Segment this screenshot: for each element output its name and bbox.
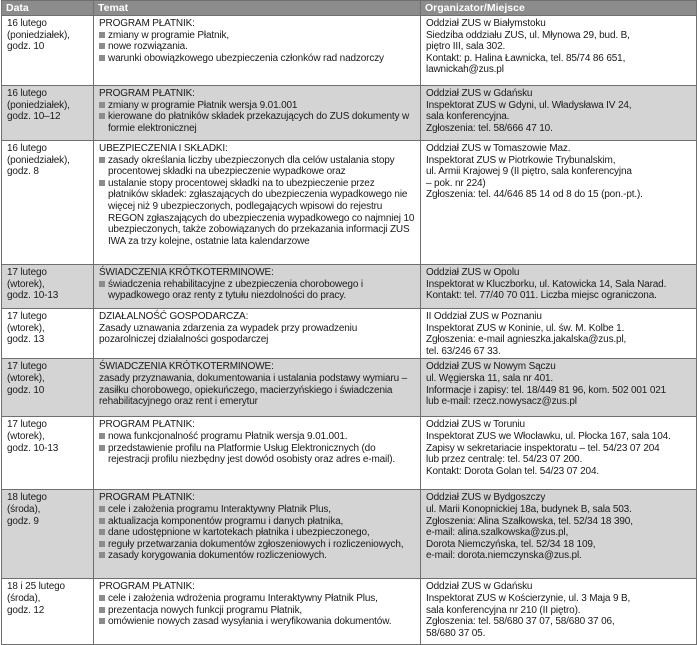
topic-cell xyxy=(94,309,421,359)
square-bullet-icon xyxy=(99,102,105,108)
organizer-line: lub przez centralę: tel. 54/23 07 200. xyxy=(426,454,583,466)
organizer-line: sala konferencyjna. xyxy=(426,111,510,123)
topic-title: ŚWIADCZENIA KRÓTKOTERMINOWE: xyxy=(99,361,274,373)
square-bullet-icon xyxy=(99,32,105,38)
topic-item-text: dane udostępnione w kartotekach płatnika i ubezpieczonego, xyxy=(108,527,370,539)
topic-title: PROGRAM PŁATNIK: xyxy=(99,492,195,504)
square-bullet-icon xyxy=(99,445,105,451)
organizer-line: piętro III, sala 302. xyxy=(426,41,506,53)
square-bullet-icon xyxy=(99,180,105,186)
topic-item-text: zasady korygowania dokumentów rozliczeniowych. xyxy=(108,550,327,562)
date-line: (wtorek), xyxy=(7,278,45,290)
topic-item xyxy=(99,593,416,605)
topic-item xyxy=(99,41,416,53)
header-organizer: Organizator/Miejsce xyxy=(421,1,697,16)
organizer-line: Inspektorat w Kluczborku, ul. Katowicka 14, Sala Narad. xyxy=(426,278,667,290)
topic-item-text: zmiany w programie Płatnik, xyxy=(108,29,229,41)
square-bullet-icon xyxy=(99,281,105,287)
date-cell xyxy=(2,16,94,86)
date-cell xyxy=(2,490,94,579)
topic-description: Zasady uznawania zdarzenia za wypadek przy prowadzeniu pozarolniczej działalności gospodarczej xyxy=(99,322,358,346)
square-bullet-icon xyxy=(99,113,105,119)
table-row xyxy=(2,417,697,490)
organizer-line: 58/680 37 05. xyxy=(426,627,486,639)
organizer-line: Kontakt: p. Halina Ławnicka, tel. 85/74 86 651, xyxy=(426,52,626,64)
topic-item xyxy=(99,527,416,539)
organizer-line: Inspektorat ZUS w Piotrkowie Trybunalskim, xyxy=(426,154,616,166)
organizer-line: – pok. nr 224) xyxy=(426,177,486,189)
topic-title: PROGRAM PŁATNIK: xyxy=(99,581,195,593)
square-bullet-icon xyxy=(99,541,105,547)
date-line: godz. 12 xyxy=(7,604,45,616)
date-line: godz. 13 xyxy=(7,334,45,346)
organizer-line: lawnickah@zus.pl xyxy=(426,64,504,76)
date-line: godz. 10 xyxy=(7,384,45,396)
organizer-line: Oddział ZUS w Gdańsku xyxy=(426,581,533,593)
date-line: 18 i 25 lutego xyxy=(7,581,65,593)
square-bullet-icon xyxy=(99,595,105,601)
topic-item xyxy=(99,431,416,443)
topic-cell xyxy=(94,490,421,579)
organizer-cell xyxy=(421,309,697,359)
topic-cell xyxy=(94,417,421,490)
table-row xyxy=(2,16,697,86)
organizer-cell xyxy=(421,86,697,141)
organizer-cell xyxy=(421,359,697,417)
topic-title: DZIAŁALNOŚĆ GOSPODARCZA: xyxy=(99,311,249,322)
organizer-cell xyxy=(421,141,697,265)
date-line: (wtorek), xyxy=(7,430,45,442)
organizer-line: Kontakt: Dorota Golan tel. 54/23 07 204. xyxy=(426,465,600,477)
square-bullet-icon xyxy=(99,506,105,512)
topic-item-text: cele i założenia wdrożenia programu Interaktywny Płatnik Plus, xyxy=(108,592,378,604)
topic-item-text: cele i założenia programu Interaktywny Płatnik Plus, xyxy=(108,503,331,515)
topic-item-text: ustalanie stopy procentowej składki na to ubezpieczenie przez płatników składek: zgłaszających do ubezpieczenia wypadkowego nie więcej niż 9 ubezpieczonych, podlegających wpisowi do rejestru REGON zgłaszających do ubezpieczenia wypadkowego co najmniej 10 ubezpieczonych, także zobowiązanych do przekazania informacji ZUS IWA za trzy kolejne, ostatnie lata kalendarzowe xyxy=(108,177,415,247)
topic-item xyxy=(99,100,416,112)
topic-item-text: aktualizacja komponentów programu i danych płatnika, xyxy=(108,515,344,527)
header-topic: Temat xyxy=(94,1,421,16)
organizer-line: Zgłoszenia: tel. 44/646 85 14 od 8 do 15 (pon.-pt.). xyxy=(426,189,643,201)
organizer-line: II Oddział ZUS w Poznaniu xyxy=(426,311,542,322)
topic-title: PROGRAM PŁATNIK: xyxy=(99,88,195,99)
table-row xyxy=(2,579,697,645)
topic-item-text: omówienie nowych zasad wysyłania i weryfikowania dokumentów. xyxy=(108,616,392,628)
date-line: (środa), xyxy=(7,503,41,515)
organizer-line: Inspektorat ZUS w Kościerzynie, ul. 3 Maja 9 B, xyxy=(426,592,631,604)
date-line: (poniedziałek), xyxy=(7,154,70,166)
topic-item-text: nowe rozwiązania. xyxy=(108,41,188,53)
topic-item-text: nowa funkcjonalność programu Płatnik wersja 9.01.001. xyxy=(108,430,348,442)
organizer-cell xyxy=(421,417,697,490)
date-line: godz. 10-13 xyxy=(7,290,59,302)
square-bullet-icon xyxy=(99,433,105,439)
organizer-cell xyxy=(421,16,697,86)
topic-item-text: warunki obowiązkowego ubezpieczenia członków rad nadzorczy xyxy=(108,52,384,64)
date-line: godz. 10–12 xyxy=(7,111,61,123)
date-line: 17 lutego xyxy=(7,311,47,322)
topic-item xyxy=(99,155,416,178)
square-bullet-icon xyxy=(99,43,105,49)
square-bullet-icon xyxy=(99,618,105,624)
organizer-line: Siedziba oddziału ZUS, ul. Młynowa 29, bud. B, xyxy=(426,29,630,41)
topic-title: ŚWIADCZENIA KRÓTKOTERMINOWE: xyxy=(99,267,274,278)
organizer-line: e-mail: alina.szalkowska@zus.pl, xyxy=(426,527,569,539)
topic-title: UBEZPIECZENIA I SKŁADKI: xyxy=(99,143,228,154)
organizer-line: ul. Węgierska 11, sala nr 401. xyxy=(426,372,554,384)
square-bullet-icon xyxy=(99,552,105,558)
topic-description: zasady przyznawania, dokumentowania i ustalania podstawy wymiaru – zasiłku chorobowego, opiekuńczego, macierzyńskiego i świadczenia rehabilitacyjnego oraz rent i emerytur xyxy=(99,372,408,408)
organizer-line: Zgłoszenia: Alina Szałkowska, tel. 52/34 18 390, xyxy=(426,515,633,527)
topic-item-text: zmiany w programie Płatnik wersja 9.01.001 xyxy=(108,99,298,111)
topic-cell xyxy=(94,16,421,86)
topic-item-text: prezentacja nowych funkcji programu Płatnik, xyxy=(108,604,303,616)
organizer-line: ul. Armii Krajowej 9 (II piętro, sala konferencyjna xyxy=(426,166,632,178)
organizer-line: Oddział ZUS w Bydgoszczy xyxy=(426,492,546,504)
organizer-line: lub e-mail: rzecz.nowysacz@zus.pl xyxy=(426,396,577,408)
organizer-line: Zapisy w sekretariacie inspektoratu – tel. 54/23 07 204 xyxy=(426,442,660,454)
topic-cell xyxy=(94,141,421,265)
date-line: 17 lutego xyxy=(7,267,47,278)
organizer-line: Inspektorat ZUS w Gdyni, ul. Władysława IV 24, xyxy=(426,99,632,111)
organizer-line: ul. Marii Konopnickiej 18a, budynek B, sala 503. xyxy=(426,503,632,515)
date-line: (poniedziałek), xyxy=(7,99,70,111)
date-line: 16 lutego xyxy=(7,88,47,99)
organizer-line: Kontakt: tel. 77/40 70 011. Liczba miejsc ograniczona. xyxy=(426,290,657,302)
square-bullet-icon xyxy=(99,607,105,613)
topic-item-text: zasady określania liczby ubezpieczonych dla celów ustalania stopy procentowej składki na ubezpieczenie wypadkowe oraz xyxy=(108,154,395,178)
table-row xyxy=(2,490,697,579)
date-line: (wtorek), xyxy=(7,322,45,334)
header-date: Data xyxy=(2,1,94,16)
organizer-line: Oddział ZUS w Białymstoku xyxy=(426,18,546,29)
date-line: 16 lutego xyxy=(7,143,47,154)
date-line: godz. 9 xyxy=(7,515,39,527)
topic-item-text: reguły przetwarzania dokumentów zgłoszeniowych i rozliczeniowych, xyxy=(108,538,404,550)
square-bullet-icon xyxy=(99,55,105,61)
topic-cell xyxy=(94,265,421,309)
organizer-cell xyxy=(421,579,697,645)
organizer-line: Informacje i zapisy: tel. 18/449 81 96, kom. 502 001 021 xyxy=(426,384,667,396)
organizer-cell xyxy=(421,265,697,309)
topic-item xyxy=(99,279,416,302)
date-line: godz. 10-13 xyxy=(7,442,59,454)
organizer-cell xyxy=(421,490,697,579)
table-row xyxy=(2,141,697,265)
organizer-line: Dorota Niemczyńska, tel. 52/34 18 109, xyxy=(426,538,596,550)
topic-cell xyxy=(94,579,421,645)
organizer-line: Oddział ZUS w Tomaszowie Maz. xyxy=(426,143,571,154)
topic-item xyxy=(99,605,416,617)
table-row xyxy=(2,86,697,141)
square-bullet-icon xyxy=(99,157,105,163)
topic-cell xyxy=(94,86,421,141)
topic-item xyxy=(99,616,416,628)
topic-item xyxy=(99,550,416,562)
table-row xyxy=(2,359,697,417)
organizer-line: Oddział ZUS w Opolu xyxy=(426,267,520,278)
organizer-line: Oddział ZUS w Nowym Sączu xyxy=(426,361,556,373)
date-cell xyxy=(2,579,94,645)
topic-item-text: świadczenia rehabilitacyjne z ubezpieczenia chorobowego i wypadkowego oraz renty z tytułu niezdolności do pracy. xyxy=(108,278,363,302)
table-header-row xyxy=(2,1,697,16)
topic-item xyxy=(99,504,416,516)
date-cell xyxy=(2,417,94,490)
organizer-line: Inspektorat ZUS w Koninie, ul. św. M. Kolbe 1. xyxy=(426,322,625,334)
date-line: (wtorek), xyxy=(7,372,45,384)
topic-item-text: kierowane do płatników składek przekazujących do ZUS dokumenty w formie elektronicznej xyxy=(108,111,410,134)
topic-item-text: przedstawienie profilu na Platformie Usług Elektronicznych (do rejestracji profilu niezbędny jest dowód osobisty oraz adres e-mail). xyxy=(108,442,396,466)
topic-item xyxy=(99,178,416,248)
date-cell xyxy=(2,141,94,265)
date-line: 18 lutego xyxy=(7,492,47,504)
topic-cell xyxy=(94,359,421,417)
topic-item xyxy=(99,30,416,42)
topic-item xyxy=(99,111,416,134)
date-line: godz. 8 xyxy=(7,166,39,178)
topic-title: PROGRAM PŁATNIK: xyxy=(99,419,195,431)
topic-item xyxy=(99,53,416,65)
organizer-line: Oddział ZUS w Gdańsku xyxy=(426,88,533,99)
square-bullet-icon xyxy=(99,518,105,524)
organizer-line: e-mail: dorota.niemczynska@zus.pl. xyxy=(426,550,582,562)
topic-item xyxy=(99,516,416,528)
date-line: 16 lutego xyxy=(7,18,47,29)
organizer-line: sala konferencyjna nr 210 (II piętro). xyxy=(426,604,581,616)
date-cell xyxy=(2,265,94,309)
topic-title: PROGRAM PŁATNIK: xyxy=(99,18,195,29)
topic-item xyxy=(99,539,416,551)
date-cell xyxy=(2,359,94,417)
organizer-line: Zgłoszenia: tel. 58/680 37 07, 58/680 37 06, xyxy=(426,616,615,628)
organizer-line: Inspektorat ZUS we Włocławku, ul. Płocka 167, sala 104. xyxy=(426,430,671,442)
date-cell xyxy=(2,86,94,141)
square-bullet-icon xyxy=(99,529,105,535)
organizer-line: Zgłoszenia: tel. 58/666 47 10. xyxy=(426,122,553,134)
table-row xyxy=(2,265,697,309)
date-line: godz. 10 xyxy=(7,41,45,53)
organizer-line: tel. 63/246 67 33. xyxy=(426,345,501,357)
date-line: (środa), xyxy=(7,592,41,604)
date-cell xyxy=(2,309,94,359)
table-row xyxy=(2,309,697,359)
date-line: (poniedziałek), xyxy=(7,29,70,41)
organizer-line: Oddział ZUS w Toruniu xyxy=(426,419,525,431)
training-schedule-table xyxy=(1,0,697,645)
topic-item xyxy=(99,443,416,466)
organizer-line: Zgłoszenia: e-mail agnieszka.jakalska@zus.pl, xyxy=(426,334,627,346)
date-line: 17 lutego xyxy=(7,361,47,373)
date-line: 17 lutego xyxy=(7,419,47,431)
